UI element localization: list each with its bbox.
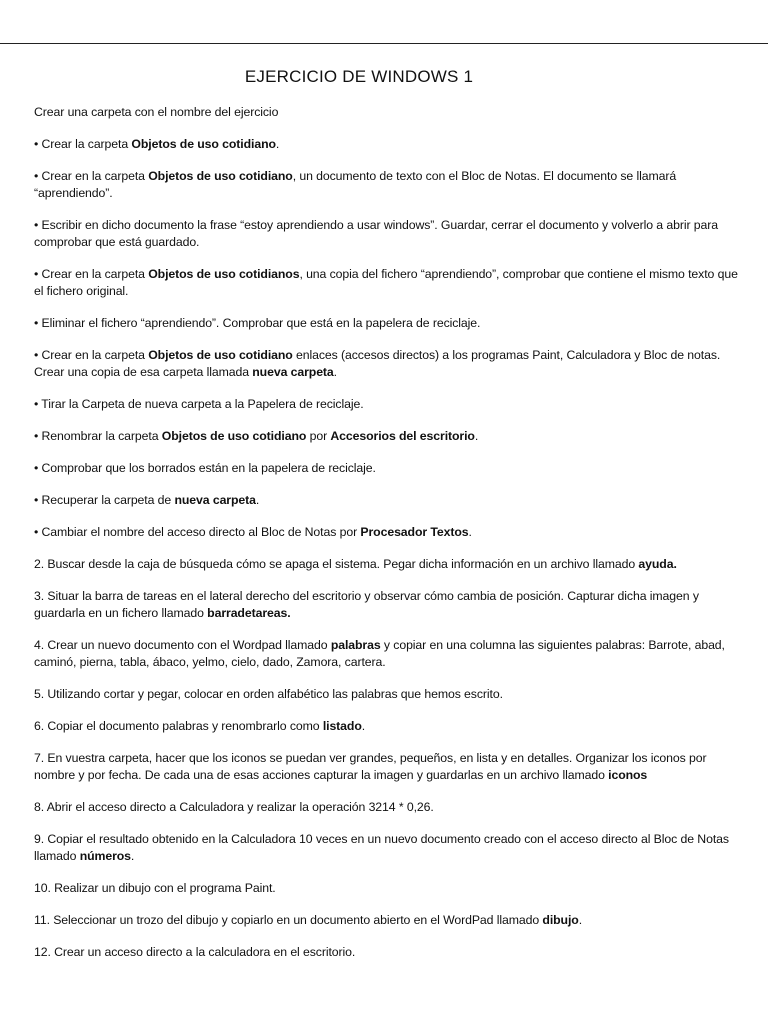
paragraph-text: 6. Copiar el documento palabras y renombrarlo como [34, 719, 323, 733]
bold-text: palabras [330, 638, 381, 652]
paragraph-text: • Crear en la carpeta [34, 169, 149, 183]
paragraph-text: enlaces (accesos directos) a los programas Paint, Calculadora y Bloc de notas. Crear una copia de esa carpeta llamada [34, 348, 721, 379]
page-top-rule [0, 43, 768, 44]
instruction-paragraph [34, 315, 738, 332]
instruction-paragraph [34, 637, 738, 671]
paragraph-text: • Crear en la carpeta [34, 267, 149, 281]
document-title: EJERCICIO DE WINDOWS 1 [244, 67, 474, 86]
paragraph-text: 5. Utilizando cortar y pegar, colocar en orden alfabético las palabras que hemos escrito. [34, 687, 503, 701]
instruction-paragraph [34, 217, 738, 251]
paragraph-text: . [333, 365, 337, 379]
paragraph-text: • Escribir en dicho documento la frase “estoy aprendiendo a usar windows”. Guardar, cerrar el documento y volverlo a abrir para comprobar que está guardado. [34, 218, 718, 249]
instruction-paragraph [34, 750, 738, 784]
bold-text: nueva carpeta [174, 493, 256, 507]
instruction-paragraph [34, 588, 738, 622]
paragraph-text: 10. Realizar un dibujo con el programa Paint. [34, 881, 276, 895]
bold-text: listado [322, 719, 362, 733]
paragraph-text: • Crear la carpeta [34, 137, 132, 151]
paragraph-text: • Renombrar la carpeta [34, 429, 162, 443]
paragraph-text: . [255, 493, 260, 507]
instruction-paragraph [34, 136, 738, 153]
paragraph-text: • Crear en la carpeta [34, 348, 149, 362]
instruction-paragraph [34, 799, 738, 816]
bold-text: barradetareas. [207, 606, 291, 620]
paragraph-text: 12. Crear un acceso directo a la calculadora en el escritorio. [34, 945, 356, 959]
paragraph-text: • Eliminar el fichero “aprendiendo”. Comprobar que está en la papelera de reciclaje. [34, 316, 481, 330]
instruction-paragraph [34, 104, 738, 121]
paragraph-text: 2. Buscar desde la caja de búsqueda cómo se apaga el sistema. Pegar dicha información en un archivo llamado [34, 557, 639, 571]
paragraph-text: , una copia del fichero “aprendiendo”, comprobar que contiene el mismo texto que el fichero original. [34, 267, 738, 298]
paragraph-text: • Recuperar la carpeta de [34, 493, 175, 507]
paragraph-text: . [578, 913, 583, 927]
instruction-paragraph [34, 168, 738, 202]
instruction-paragraph [34, 492, 738, 509]
paragraph-text: 8. Abrir el acceso directo a Calculadora y realizar la operación 3214 * 0,26. [34, 800, 434, 814]
bold-text: Accesorios del escritorio [330, 429, 475, 443]
paragraph-text: . [275, 137, 280, 151]
bold-text: números [79, 849, 131, 863]
paragraph-text: 3. Situar la barra de tareas en el lateral derecho del escritorio y observar cómo cambia de posición. Capturar dicha imagen y guardarla en un fichero llamado [34, 589, 699, 620]
bold-text: dibujo [542, 913, 579, 927]
instruction-paragraph [34, 718, 738, 735]
instruction-paragraph [34, 347, 738, 381]
instruction-paragraph [34, 686, 738, 703]
paragraph-text: • Comprobar que los borrados están en la papelera de reciclaje. [34, 461, 376, 475]
instruction-paragraph [34, 944, 738, 961]
instruction-paragraph [34, 428, 738, 445]
paragraph-text: y copiar en una columna las siguientes palabras: Barrote, abad, caminó, pierna, tabla, ábaco, yelmo, cielo, dado, Zamora, cartera. [34, 638, 725, 669]
instruction-paragraph [34, 831, 738, 865]
bold-text: ayuda. [638, 557, 677, 571]
paragraph-text: 11. Seleccionar un trozo del dibujo y copiarlo en un documento abierto en el WordPad llamado [34, 913, 543, 927]
bold-text: Objetos de uso cotidiano [148, 169, 293, 183]
paragraph-text: 7. En vuestra carpeta, hacer que los iconos se puedan ver grandes, pequeños, en lista y en detalles. Organizar los iconos por nombre y por fecha. De cada una de esas acciones capturar la imagen y guardarlas en un archivo llamado [34, 751, 707, 782]
bold-text: Objetos de uso cotidiano [161, 429, 307, 443]
instruction-paragraph [34, 556, 738, 573]
bold-text: iconos [608, 768, 648, 782]
bold-text: Objetos de uso cotidiano [131, 137, 276, 151]
paragraph-text: Crear una carpeta con el nombre del ejercicio [34, 105, 279, 119]
bold-text: Objetos de uso cotidiano [148, 348, 293, 362]
instruction-paragraph [34, 912, 738, 929]
bold-text: Procesador Textos [360, 525, 469, 539]
paragraph-text: . [468, 525, 472, 539]
instruction-paragraph [34, 880, 738, 897]
paragraph-text: 9. Copiar el resultado obtenido en la Calculadora 10 veces en un nuevo documento creado con el acceso directo al Bloc de Notas llamado [34, 832, 729, 863]
instruction-paragraph [34, 460, 738, 477]
paragraph-text: . [130, 849, 135, 863]
paragraph-text: . [474, 429, 479, 443]
paragraph-text: . [361, 719, 366, 733]
paragraph-text: 4. Crear un nuevo documento con el Wordpad llamado [34, 638, 331, 652]
instruction-paragraph [34, 524, 738, 541]
document-body [34, 104, 738, 976]
instruction-paragraph [34, 396, 738, 413]
paragraph-text: • Cambiar el nombre del acceso directo al Bloc de Notas por [34, 525, 361, 539]
paragraph-text: • Tirar la Carpeta de nueva carpeta a la Papelera de reciclaje. [34, 397, 364, 411]
bold-text: nueva carpeta [252, 365, 334, 379]
paragraph-text: , un documento de texto con el Bloc de Notas. El documento se llamará “aprendiendo”. [34, 169, 677, 200]
instruction-paragraph [34, 266, 738, 300]
bold-text: Objetos de uso cotidianos [148, 267, 300, 281]
paragraph-text: por [306, 429, 331, 443]
